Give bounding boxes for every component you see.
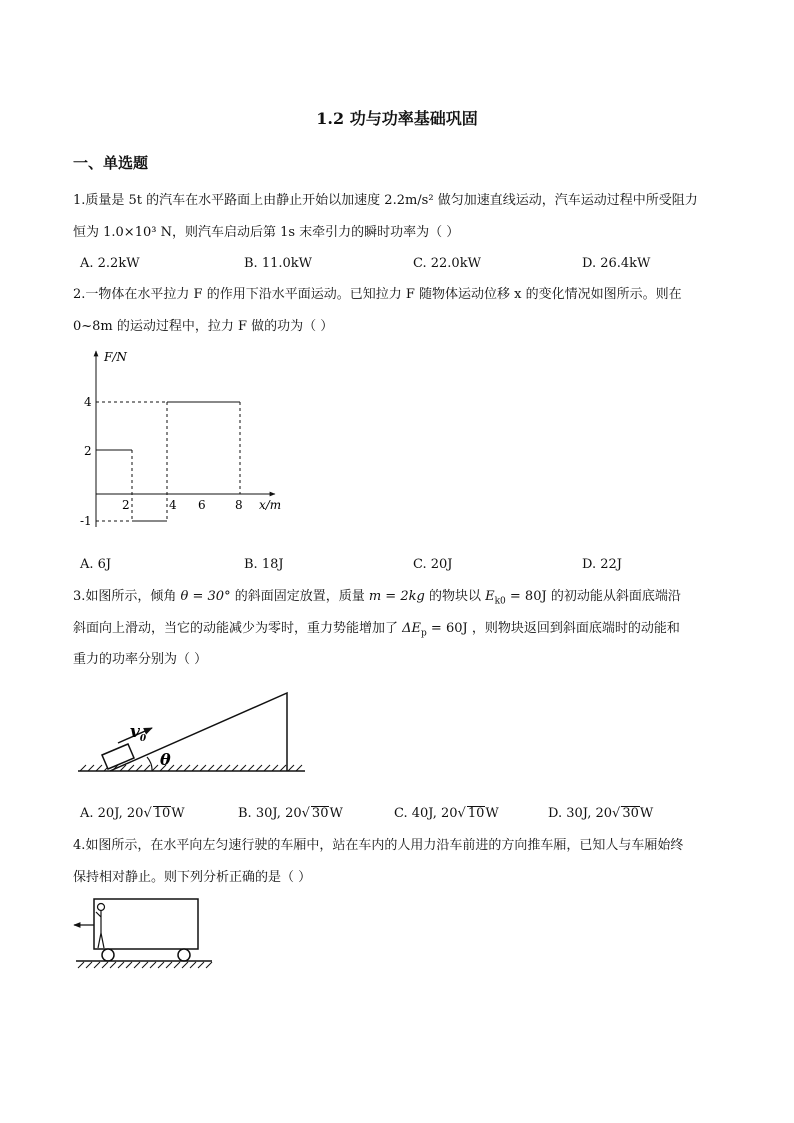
q1-line-1: 1.质量是 5t 的汽车在水平路面上由静止开始以加速度 2.2m/s² 做匀加速直线运动，汽车运动过程中所受阻力 (73, 193, 698, 208)
x-tick-6: 6 (198, 498, 206, 512)
q1-option-d[interactable]: D. 26.4kW (582, 256, 651, 271)
q3-line-2: 斜面向上滑动，当它的动能减少为零时，重力势能增加了 $\Delta E_p = 60J$ ，则物块返回到斜面底端时的动能和 (73, 621, 680, 639)
carriage-diagram (70, 893, 220, 973)
q2-option-d[interactable]: D. 22J (582, 557, 622, 572)
x-axis-label: x/m (259, 498, 282, 512)
q2-option-c[interactable]: C. 20J (413, 557, 453, 572)
angle-label: θ (160, 750, 171, 769)
rail-hatch (78, 962, 212, 968)
q2-option-b[interactable]: B. 18J (244, 557, 284, 572)
carriage-box (94, 899, 198, 949)
q2-option-a[interactable]: A. 6J (80, 557, 112, 572)
incline-diagram (70, 685, 310, 780)
wheel-right (178, 949, 190, 961)
q1-option-b[interactable]: B. 11.0kW (244, 256, 313, 271)
velocity-label: $v_0$ (130, 722, 147, 744)
q3-line-1: 3.如图所示，倾角 θ = 30° 的斜面固定放置，质量 m = 2kg 的物块以 $E_{k0} = 80J$ 的初动能从斜面底端沿 (73, 589, 681, 607)
section-heading: 一、单选题 (73, 154, 149, 172)
q3-options (80, 805, 720, 823)
q2-line-2: 0~8m 的运动过程中，拉力 F 做的功为（ ） (73, 319, 334, 334)
y-axis-label: F/N (104, 350, 127, 364)
q4-line-2: 保持相对静止。则下列分析正确的是（ ） (73, 870, 312, 885)
q4-line-1: 4.如图所示，在水平向左匀速行驶的车厢中，站在车内的人用力沿车前进的方向推车厢，已知人与车厢始终 (73, 838, 684, 853)
y-tick-neg1: -1 (80, 514, 92, 528)
y-tick-2: 2 (84, 444, 92, 458)
x-tick-8: 8 (235, 498, 243, 512)
q3-line-3: 重力的功率分别为（ ） (73, 652, 208, 667)
angle-arc (147, 757, 152, 771)
q3-option-d[interactable]: D. 30J, 20√ 30W (548, 806, 654, 821)
q1-line-2: 恒为 1.0×10³ N，则汽车启动后第 1s 末牵引力的瞬时功率为（ ） (73, 225, 460, 240)
q3-option-a[interactable]: A. 20J, 20√ 10W (80, 806, 185, 821)
force-displacement-graph (70, 345, 300, 535)
q3-option-b[interactable]: B. 30J, 20√ 30W (238, 806, 343, 821)
dashed-guides (96, 402, 240, 521)
page-title: 1.2 功与功率基础巩固 (316, 109, 478, 128)
q1-options (80, 255, 720, 273)
block (102, 744, 134, 769)
q1-option-c[interactable]: C. 22.0kW (413, 256, 481, 271)
y-tick-4: 4 (84, 395, 92, 409)
q2-line-1: 2.一物体在水平拉力 F 的作用下沿水平面运动。已知拉力 F 随物体运动位移 x 的变化情况如图所示。则在 (73, 287, 682, 302)
wheel-left (102, 949, 114, 961)
x-tick-2: 2 (122, 498, 130, 512)
x-tick-4: 4 (169, 498, 177, 512)
q1-option-a[interactable]: A. 2.2kW (80, 256, 140, 271)
q2-options (80, 556, 720, 574)
q3-option-c[interactable]: C. 40J, 20√ 10W (394, 806, 499, 821)
